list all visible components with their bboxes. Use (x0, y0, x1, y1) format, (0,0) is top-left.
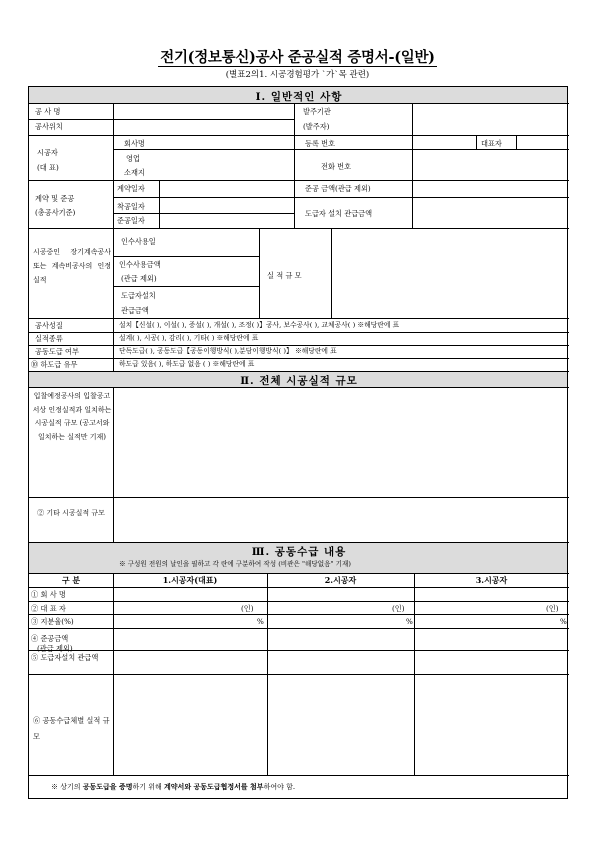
row-joint-performance: ⑥ 공동수급체별 실적 규모 (33, 716, 110, 741)
performance-scale-label: 실 적 규 모 (267, 271, 302, 280)
document-subtitle: (별표2의1. 시공경험평가 `가`목 관련) (225, 70, 370, 80)
multi-year-label: 시공중인 장기계속공사 또는 계속비공사의 인정실적 (33, 248, 111, 284)
joint-contract-label: 공동도급 여부 (35, 347, 79, 356)
work-nature-label: 공사성질 (35, 321, 63, 330)
section2-item1: 입찰예정공사의 입찰공고서상 인정실적과 일치하는 시공실적 규모 (공고서와 일치하는 실적만 기재) (32, 392, 112, 441)
installed-supplied-sub: 관급금액 (121, 306, 149, 315)
phone-label: 전화 번호 (321, 162, 352, 171)
construction-name-label: 공 사 명 (35, 107, 61, 116)
company-name-label: 회사명 (124, 139, 145, 148)
contract-completion-sub: (총공사기준) (35, 208, 76, 217)
construction-location-label: 공사위치 (35, 122, 63, 131)
row-completion-amount: ④ 준공금액 (31, 634, 69, 643)
seal-1: (인) (241, 604, 254, 613)
col-header-2: 2.시공자 (324, 575, 357, 585)
business-place-label: 영업 (126, 154, 140, 163)
section2-item2: ② 기타 시공실적 규모 (37, 509, 105, 517)
percent-3: % (560, 617, 567, 626)
contractor-sub: (대 표) (37, 163, 59, 172)
supplied-materials-label: 도급자 설치 관급금액 (305, 209, 373, 218)
seal-2: (인) (392, 604, 405, 613)
contract-date-label: 계약일자 (117, 184, 145, 193)
footer-note: ※ 상기의 공동도급을 증명하기 위해 계약서와 공동도급협정서를 첨부하여야 함. (51, 782, 296, 791)
performance-type-options: 설계( ), 시공( ), 감리( ), 기타( ) ※해당란에 표 (119, 334, 259, 342)
document-title: 전기(정보통신)공사 준공실적 증명서-(일반) (160, 49, 435, 66)
completion-date-label: 준공일자 (117, 216, 145, 225)
completion-amount-label: 준공 금액(관급 제외) (305, 184, 371, 193)
subcontract-options: 하도급 있음( ), 하도급 없음 ( ) ※해당란에 표 (119, 360, 255, 368)
section3-heading: Ⅲ. 공동수급 내용 (251, 546, 347, 558)
certificate-form (28, 86, 568, 799)
representative-label: 대표자 (481, 139, 502, 148)
section3-note: ※ 구성원 전원의 날인을 필하고 각 란에 구분하여 작성 (비관은 "해당없음" 기재) (119, 560, 351, 568)
percent-2: % (406, 617, 413, 626)
row-company: ① 회 사 명 (31, 590, 66, 599)
row-completion-amount-sub: (관급 제외) (37, 644, 73, 653)
joint-contract-options: 단독도급( ), 공동도급【공동이행방식( ),분담이행방식( )】 ※해당란에 표 (119, 347, 337, 355)
registration-no-label: 등록 번호 (305, 139, 336, 148)
work-nature-options: 설치【신설( ), 이설( ), 증설( ), 개설( ), 조정( )】공사, 보수공사( ), 교체공사( ) ※해당란에 표 (119, 321, 400, 329)
performance-type-label: 실적종류 (35, 334, 63, 343)
handover-amount-label: 인수사용금액 (119, 260, 161, 269)
start-date-label: 착공일자 (117, 202, 145, 211)
row-representative: ② 대 표 자 (31, 604, 66, 613)
handover-date-label: 인수사용일 (121, 237, 156, 246)
seal-3: (인) (546, 604, 559, 613)
percent-1: % (257, 617, 264, 626)
subcontract-label: ⑩ 하도급 유무 (31, 360, 78, 369)
installed-supplied-label: 도급자설치 (121, 291, 156, 300)
row-supplied-amount: ⑤ 도급자설치 관급액 (31, 653, 99, 662)
col-header-1: 1.시공자(대표) (162, 575, 218, 585)
row-share-ratio: ③ 지분율(%) (31, 617, 74, 626)
section1-heading: Ⅰ. 일반적인 사항 (255, 91, 343, 103)
handover-amount-sub: (관급 제외) (121, 274, 157, 283)
business-place-label-2: 소재지 (124, 168, 145, 177)
contractor-label: 시공자 (37, 148, 58, 157)
ordering-agency-label: 발주기관 (303, 107, 331, 116)
contract-completion-label: 계약 및 준공 (35, 194, 75, 203)
col-header-3: 3.시공자 (475, 575, 508, 585)
ordering-agency-sub: (발주자) (303, 122, 330, 131)
col-header-category: 구 분 (61, 575, 81, 585)
section2-heading: Ⅱ. 전체 시공실적 규모 (240, 375, 358, 387)
